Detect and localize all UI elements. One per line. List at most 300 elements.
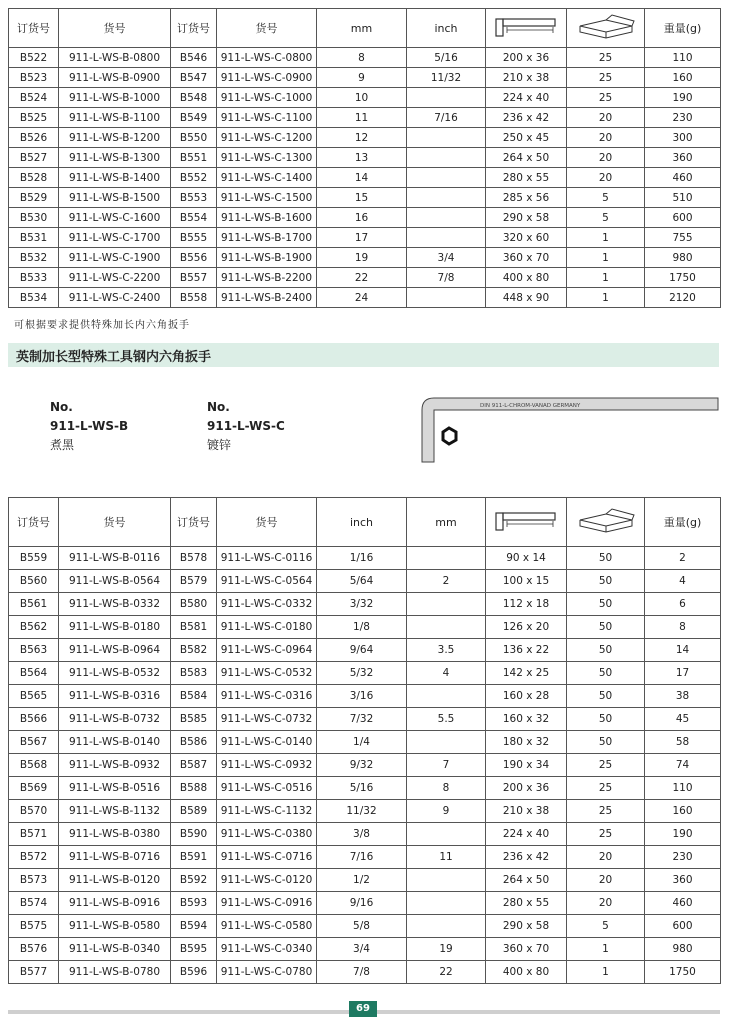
- cell-item-no: 911-L-WS-B-0916: [59, 892, 171, 915]
- cell-item-no: 911-L-WS-B-0140: [59, 731, 171, 754]
- cell-weight: 980: [645, 938, 721, 961]
- cell-order-no: B577: [9, 961, 59, 984]
- table-row: [9, 754, 721, 777]
- header-mm: mm: [407, 498, 486, 547]
- cell-size-b: [407, 616, 486, 639]
- cell-size-a: 1/16: [317, 547, 407, 570]
- cell-size-a: 24: [317, 288, 407, 308]
- package-box-icon: [576, 508, 636, 534]
- cell-size-b: [407, 593, 486, 616]
- cell-size-a: 5/8: [317, 915, 407, 938]
- table-row: [9, 547, 721, 570]
- cell-size-b: 22: [407, 961, 486, 984]
- cell-weight: 510: [645, 188, 721, 208]
- cell-package-qty: 5: [567, 915, 645, 938]
- cell-size-a: 7/32: [317, 708, 407, 731]
- wrench-imprint: DIN 911-L-CHROM-VANAD GERMANY: [480, 403, 581, 409]
- cell-item-no-2: 911-L-WS-B-2200: [217, 268, 317, 288]
- cell-dimension: 90 x 14: [486, 547, 567, 570]
- variant-finish: 镀锌: [207, 438, 232, 452]
- cell-order-no-2: B556: [171, 248, 217, 268]
- cell-order-no-2: B583: [171, 662, 217, 685]
- cell-size-b: [407, 168, 486, 188]
- cell-dimension: 210 x 38: [486, 800, 567, 823]
- cell-dimension: 250 x 45: [486, 128, 567, 148]
- cell-order-no: B564: [9, 662, 59, 685]
- header-item-no-2: 货号: [217, 498, 317, 547]
- cell-item-no: 911-L-WS-C-2400: [59, 288, 171, 308]
- cell-size-a: 13: [317, 148, 407, 168]
- variant-code: 911-L-WS-B: [50, 419, 129, 433]
- table-row: [9, 593, 721, 616]
- cell-order-no-2: B593: [171, 892, 217, 915]
- cell-item-no: 911-L-WS-C-2200: [59, 268, 171, 288]
- cell-weight: 230: [645, 108, 721, 128]
- cell-order-no: B559: [9, 547, 59, 570]
- cell-item-no-2: 911-L-WS-B-1700: [217, 228, 317, 248]
- table-row: [9, 938, 721, 961]
- cell-size-a: 7/8: [317, 961, 407, 984]
- cell-order-no: B532: [9, 248, 59, 268]
- cell-order-no: B567: [9, 731, 59, 754]
- cell-item-no-2: 911-L-WS-C-1200: [217, 128, 317, 148]
- cell-item-no-2: 911-L-WS-C-0316: [217, 685, 317, 708]
- cell-dimension: 448 x 90: [486, 288, 567, 308]
- cell-item-no: 911-L-WS-B-0532: [59, 662, 171, 685]
- cell-dimension: 200 x 36: [486, 48, 567, 68]
- cell-item-no-2: 911-L-WS-C-0716: [217, 846, 317, 869]
- cell-order-no: B561: [9, 593, 59, 616]
- cell-weight: 58: [645, 731, 721, 754]
- cell-size-b: 11: [407, 846, 486, 869]
- cell-item-no: 911-L-WS-B-0732: [59, 708, 171, 731]
- cell-dimension: 360 x 70: [486, 938, 567, 961]
- cell-order-no: B527: [9, 148, 59, 168]
- cell-order-no-2: B581: [171, 616, 217, 639]
- cell-order-no-2: B555: [171, 228, 217, 248]
- cell-dimension: 210 x 38: [486, 68, 567, 88]
- cell-package-qty: 20: [567, 108, 645, 128]
- cell-order-no-2: B548: [171, 88, 217, 108]
- table-row: [9, 168, 721, 188]
- cell-size-b: 11/32: [407, 68, 486, 88]
- table-row: [9, 662, 721, 685]
- cell-order-no: B533: [9, 268, 59, 288]
- cell-order-no: B531: [9, 228, 59, 248]
- table-row: [9, 268, 721, 288]
- cell-item-no-2: 911-L-WS-C-0340: [217, 938, 317, 961]
- cell-order-no: B570: [9, 800, 59, 823]
- table-row: [9, 108, 721, 128]
- cell-dimension: 224 x 40: [486, 88, 567, 108]
- table-row: [9, 188, 721, 208]
- cell-dimension: 400 x 80: [486, 268, 567, 288]
- cell-package-qty: 1: [567, 268, 645, 288]
- cell-item-no: 911-L-WS-C-1700: [59, 228, 171, 248]
- cell-size-a: 15: [317, 188, 407, 208]
- variant-label: No.: [207, 400, 230, 414]
- header-item-no: 货号: [59, 9, 171, 48]
- cell-size-a: 1/8: [317, 616, 407, 639]
- cell-dimension: 264 x 50: [486, 869, 567, 892]
- table-row: [9, 961, 721, 984]
- cell-weight: 110: [645, 777, 721, 800]
- cell-item-no: 911-L-WS-B-1132: [59, 800, 171, 823]
- cell-item-no: 911-L-WS-B-1100: [59, 108, 171, 128]
- cell-order-no: B572: [9, 846, 59, 869]
- cell-weight: 160: [645, 800, 721, 823]
- cell-package-qty: 1: [567, 228, 645, 248]
- cell-size-b: [407, 228, 486, 248]
- cell-weight: 45: [645, 708, 721, 731]
- cell-size-b: 7/8: [407, 268, 486, 288]
- cell-package-qty: 50: [567, 708, 645, 731]
- cell-size-b: [407, 915, 486, 938]
- cell-item-no-2: 911-L-WS-C-0140: [217, 731, 317, 754]
- cell-order-no: B573: [9, 869, 59, 892]
- cell-weight: 4: [645, 570, 721, 593]
- cell-size-b: [407, 547, 486, 570]
- cell-dimension: 100 x 15: [486, 570, 567, 593]
- cell-item-no-2: 911-L-WS-C-1000: [217, 88, 317, 108]
- header-weight: 重量(g): [645, 9, 721, 48]
- cell-item-no-2: 911-L-WS-C-0932: [217, 754, 317, 777]
- cell-item-no: 911-L-WS-B-0780: [59, 961, 171, 984]
- table-row: [9, 228, 721, 248]
- cell-size-b: [407, 208, 486, 228]
- cell-order-no-2: B546: [171, 48, 217, 68]
- cell-dimension: 236 x 42: [486, 846, 567, 869]
- cell-order-no-2: B590: [171, 823, 217, 846]
- cell-order-no-2: B584: [171, 685, 217, 708]
- cell-dimension: 160 x 32: [486, 708, 567, 731]
- cell-item-no-2: 911-L-WS-C-1300: [217, 148, 317, 168]
- cell-package-qty: 25: [567, 48, 645, 68]
- cell-dimension: 200 x 36: [486, 777, 567, 800]
- cell-order-no-2: B554: [171, 208, 217, 228]
- cell-size-a: 1/2: [317, 869, 407, 892]
- cell-order-no: B522: [9, 48, 59, 68]
- header-inch: inch: [317, 498, 407, 547]
- cell-weight: 600: [645, 915, 721, 938]
- cell-size-a: 1/4: [317, 731, 407, 754]
- cell-dimension: 280 x 55: [486, 168, 567, 188]
- cell-weight: 460: [645, 168, 721, 188]
- cell-size-a: 7/16: [317, 846, 407, 869]
- cell-order-no-2: B549: [171, 108, 217, 128]
- cell-item-no-2: 911-L-WS-C-1100: [217, 108, 317, 128]
- cell-size-b: 2: [407, 570, 486, 593]
- cell-item-no-2: 911-L-WS-C-1132: [217, 800, 317, 823]
- cell-size-a: 16: [317, 208, 407, 228]
- cell-size-a: 9/16: [317, 892, 407, 915]
- cell-package-qty: 50: [567, 547, 645, 570]
- cell-package-qty: 50: [567, 593, 645, 616]
- cell-order-no: B526: [9, 128, 59, 148]
- cell-size-a: 3/4: [317, 938, 407, 961]
- spec-table-1: [8, 8, 721, 308]
- cell-size-b: 7/16: [407, 108, 486, 128]
- cell-order-no-2: B589: [171, 800, 217, 823]
- header-item-no-2: 货号: [217, 9, 317, 48]
- cell-order-no: B574: [9, 892, 59, 915]
- cell-size-b: [407, 685, 486, 708]
- spec-table-2: [8, 497, 721, 984]
- cell-size-b: 5.5: [407, 708, 486, 731]
- cell-size-b: [407, 188, 486, 208]
- cell-weight: 360: [645, 869, 721, 892]
- cell-package-qty: 50: [567, 639, 645, 662]
- cell-weight: 17: [645, 662, 721, 685]
- hex-key-wrench-icon: [410, 392, 722, 464]
- dimension-icon: [495, 510, 557, 532]
- cell-size-a: 10: [317, 88, 407, 108]
- cell-size-b: 3.5: [407, 639, 486, 662]
- cell-package-qty: 50: [567, 662, 645, 685]
- table-row: [9, 88, 721, 108]
- cell-order-no-2: B553: [171, 188, 217, 208]
- cell-package-qty: 5: [567, 188, 645, 208]
- cell-item-no-2: 911-L-WS-C-0120: [217, 869, 317, 892]
- cell-item-no-2: 911-L-WS-B-2400: [217, 288, 317, 308]
- cell-size-a: 11/32: [317, 800, 407, 823]
- cell-size-b: [407, 88, 486, 108]
- table-row: [9, 846, 721, 869]
- cell-package-qty: 50: [567, 685, 645, 708]
- cell-size-b: [407, 288, 486, 308]
- cell-weight: 300: [645, 128, 721, 148]
- cell-item-no-2: 911-L-WS-C-0180: [217, 616, 317, 639]
- table-row: [9, 800, 721, 823]
- cell-weight: 980: [645, 248, 721, 268]
- cell-package-qty: 20: [567, 846, 645, 869]
- cell-weight: 190: [645, 823, 721, 846]
- cell-package-qty: 50: [567, 616, 645, 639]
- cell-order-no: B563: [9, 639, 59, 662]
- dimension-icon: [495, 16, 557, 38]
- header-dimension: [486, 9, 567, 48]
- cell-order-no-2: B547: [171, 68, 217, 88]
- cell-order-no-2: B594: [171, 915, 217, 938]
- cell-order-no-2: B585: [171, 708, 217, 731]
- cell-item-no-2: 911-L-WS-C-1500: [217, 188, 317, 208]
- cell-order-no: B528: [9, 168, 59, 188]
- cell-package-qty: 25: [567, 800, 645, 823]
- cell-dimension: 400 x 80: [486, 961, 567, 984]
- variant-finish: 煮黑: [50, 438, 75, 452]
- cell-size-b: 7: [407, 754, 486, 777]
- cell-size-a: 3/32: [317, 593, 407, 616]
- cell-size-a: 9/64: [317, 639, 407, 662]
- cell-dimension: 290 x 58: [486, 208, 567, 228]
- cell-item-no-2: 911-L-WS-C-0332: [217, 593, 317, 616]
- cell-dimension: 142 x 25: [486, 662, 567, 685]
- variant-code: 911-L-WS-C: [207, 419, 285, 433]
- cell-size-b: [407, 892, 486, 915]
- header-order-no-2: 订货号: [171, 498, 217, 547]
- cell-item-no: 911-L-WS-B-1400: [59, 168, 171, 188]
- table-row: [9, 731, 721, 754]
- cell-item-no: 911-L-WS-B-0964: [59, 639, 171, 662]
- cell-weight: 360: [645, 148, 721, 168]
- cell-weight: 230: [645, 846, 721, 869]
- header-mm: mm: [317, 9, 407, 48]
- cell-weight: 74: [645, 754, 721, 777]
- cell-dimension: 136 x 22: [486, 639, 567, 662]
- cell-weight: 755: [645, 228, 721, 248]
- cell-package-qty: 20: [567, 869, 645, 892]
- cell-size-a: 9: [317, 68, 407, 88]
- header-dimension: [486, 498, 567, 547]
- cell-order-no: B524: [9, 88, 59, 108]
- cell-order-no-2: B587: [171, 754, 217, 777]
- cell-weight: 2120: [645, 288, 721, 308]
- cell-item-no: 911-L-WS-C-1900: [59, 248, 171, 268]
- table-row: [9, 869, 721, 892]
- cell-package-qty: 5: [567, 208, 645, 228]
- table-row: [9, 777, 721, 800]
- cell-order-no: B560: [9, 570, 59, 593]
- header-order-no-2: 订货号: [171, 9, 217, 48]
- table-header: [9, 498, 721, 547]
- table-row: [9, 685, 721, 708]
- cell-size-a: 12: [317, 128, 407, 148]
- cell-dimension: 112 x 18: [486, 593, 567, 616]
- cell-item-no-2: 911-L-WS-C-0116: [217, 547, 317, 570]
- cell-order-no-2: B591: [171, 846, 217, 869]
- cell-size-a: 19: [317, 248, 407, 268]
- header-item-no: 货号: [59, 498, 171, 547]
- cell-size-a: 17: [317, 228, 407, 248]
- cell-dimension: 236 x 42: [486, 108, 567, 128]
- cell-item-no: 911-L-WS-B-0332: [59, 593, 171, 616]
- header-weight: 重量(g): [645, 498, 721, 547]
- cell-size-b: [407, 148, 486, 168]
- cell-item-no: 911-L-WS-B-0340: [59, 938, 171, 961]
- cell-package-qty: 20: [567, 168, 645, 188]
- table-row: [9, 148, 721, 168]
- cell-item-no-2: 911-L-WS-C-0964: [217, 639, 317, 662]
- cell-size-a: 5/32: [317, 662, 407, 685]
- cell-order-no-2: B558: [171, 288, 217, 308]
- cell-order-no: B566: [9, 708, 59, 731]
- cell-dimension: 190 x 34: [486, 754, 567, 777]
- cell-package-qty: 20: [567, 128, 645, 148]
- cell-size-a: 5/64: [317, 570, 407, 593]
- cell-item-no-2: 911-L-WS-C-1400: [217, 168, 317, 188]
- cell-order-no: B568: [9, 754, 59, 777]
- cell-weight: 8: [645, 616, 721, 639]
- cell-item-no: 911-L-WS-B-0316: [59, 685, 171, 708]
- table-row: [9, 823, 721, 846]
- cell-package-qty: 50: [567, 731, 645, 754]
- cell-dimension: 264 x 50: [486, 148, 567, 168]
- cell-order-no: B534: [9, 288, 59, 308]
- cell-weight: 2: [645, 547, 721, 570]
- variant-label: No.: [50, 400, 73, 414]
- cell-order-no: B525: [9, 108, 59, 128]
- cell-dimension: 180 x 32: [486, 731, 567, 754]
- cell-dimension: 285 x 56: [486, 188, 567, 208]
- cell-package-qty: 25: [567, 777, 645, 800]
- cell-size-b: [407, 128, 486, 148]
- cell-weight: 190: [645, 88, 721, 108]
- cell-size-a: 11: [317, 108, 407, 128]
- cell-order-no: B569: [9, 777, 59, 800]
- cell-order-no-2: B550: [171, 128, 217, 148]
- cell-weight: 160: [645, 68, 721, 88]
- cell-order-no-2: B551: [171, 148, 217, 168]
- cell-item-no: 911-L-WS-B-0580: [59, 915, 171, 938]
- cell-order-no-2: B586: [171, 731, 217, 754]
- cell-size-a: 22: [317, 268, 407, 288]
- cell-item-no: 911-L-WS-B-0716: [59, 846, 171, 869]
- cell-item-no-2: 911-L-WS-C-0916: [217, 892, 317, 915]
- cell-item-no: 911-L-WS-B-0116: [59, 547, 171, 570]
- cell-item-no: 911-L-WS-B-1500: [59, 188, 171, 208]
- cell-item-no-2: 911-L-WS-C-0732: [217, 708, 317, 731]
- table-row: [9, 639, 721, 662]
- cell-item-no: 911-L-WS-B-1000: [59, 88, 171, 108]
- cell-order-no-2: B588: [171, 777, 217, 800]
- cell-package-qty: 1: [567, 248, 645, 268]
- cell-item-no: 911-L-WS-B-0564: [59, 570, 171, 593]
- cell-order-no: B523: [9, 68, 59, 88]
- table-row: [9, 48, 721, 68]
- cell-weight: 110: [645, 48, 721, 68]
- cell-package-qty: 25: [567, 88, 645, 108]
- cell-order-no: B576: [9, 938, 59, 961]
- cell-order-no-2: B582: [171, 639, 217, 662]
- cell-package-qty: 20: [567, 892, 645, 915]
- cell-item-no: 911-L-WS-B-0180: [59, 616, 171, 639]
- cell-order-no: B529: [9, 188, 59, 208]
- cell-size-b: 19: [407, 938, 486, 961]
- cell-weight: 1750: [645, 961, 721, 984]
- cell-order-no: B565: [9, 685, 59, 708]
- cell-item-no: 911-L-WS-B-1200: [59, 128, 171, 148]
- cell-dimension: 290 x 58: [486, 915, 567, 938]
- cell-weight: 1750: [645, 268, 721, 288]
- header-order-no: 订货号: [9, 498, 59, 547]
- cell-item-no-2: 911-L-WS-C-0800: [217, 48, 317, 68]
- cell-size-b: 4: [407, 662, 486, 685]
- cell-package-qty: 25: [567, 823, 645, 846]
- cell-size-b: [407, 731, 486, 754]
- cell-package-qty: 25: [567, 754, 645, 777]
- cell-package-qty: 50: [567, 570, 645, 593]
- cell-order-no: B530: [9, 208, 59, 228]
- table-row: [9, 248, 721, 268]
- cell-order-no-2: B552: [171, 168, 217, 188]
- cell-item-no-2: 911-L-WS-C-0564: [217, 570, 317, 593]
- cell-item-no: 911-L-WS-B-0516: [59, 777, 171, 800]
- cell-size-b: 9: [407, 800, 486, 823]
- header-package: [567, 498, 645, 547]
- cell-order-no: B575: [9, 915, 59, 938]
- cell-order-no-2: B580: [171, 593, 217, 616]
- cell-weight: 14: [645, 639, 721, 662]
- cell-package-qty: 25: [567, 68, 645, 88]
- cell-size-a: 9/32: [317, 754, 407, 777]
- cell-item-no-2: 911-L-WS-C-0380: [217, 823, 317, 846]
- cell-size-b: [407, 869, 486, 892]
- cell-package-qty: 1: [567, 288, 645, 308]
- cell-dimension: 160 x 28: [486, 685, 567, 708]
- cell-order-no-2: B592: [171, 869, 217, 892]
- section-title: 英制加长型特殊工具钢内六角扳手: [16, 350, 212, 365]
- table-row: [9, 708, 721, 731]
